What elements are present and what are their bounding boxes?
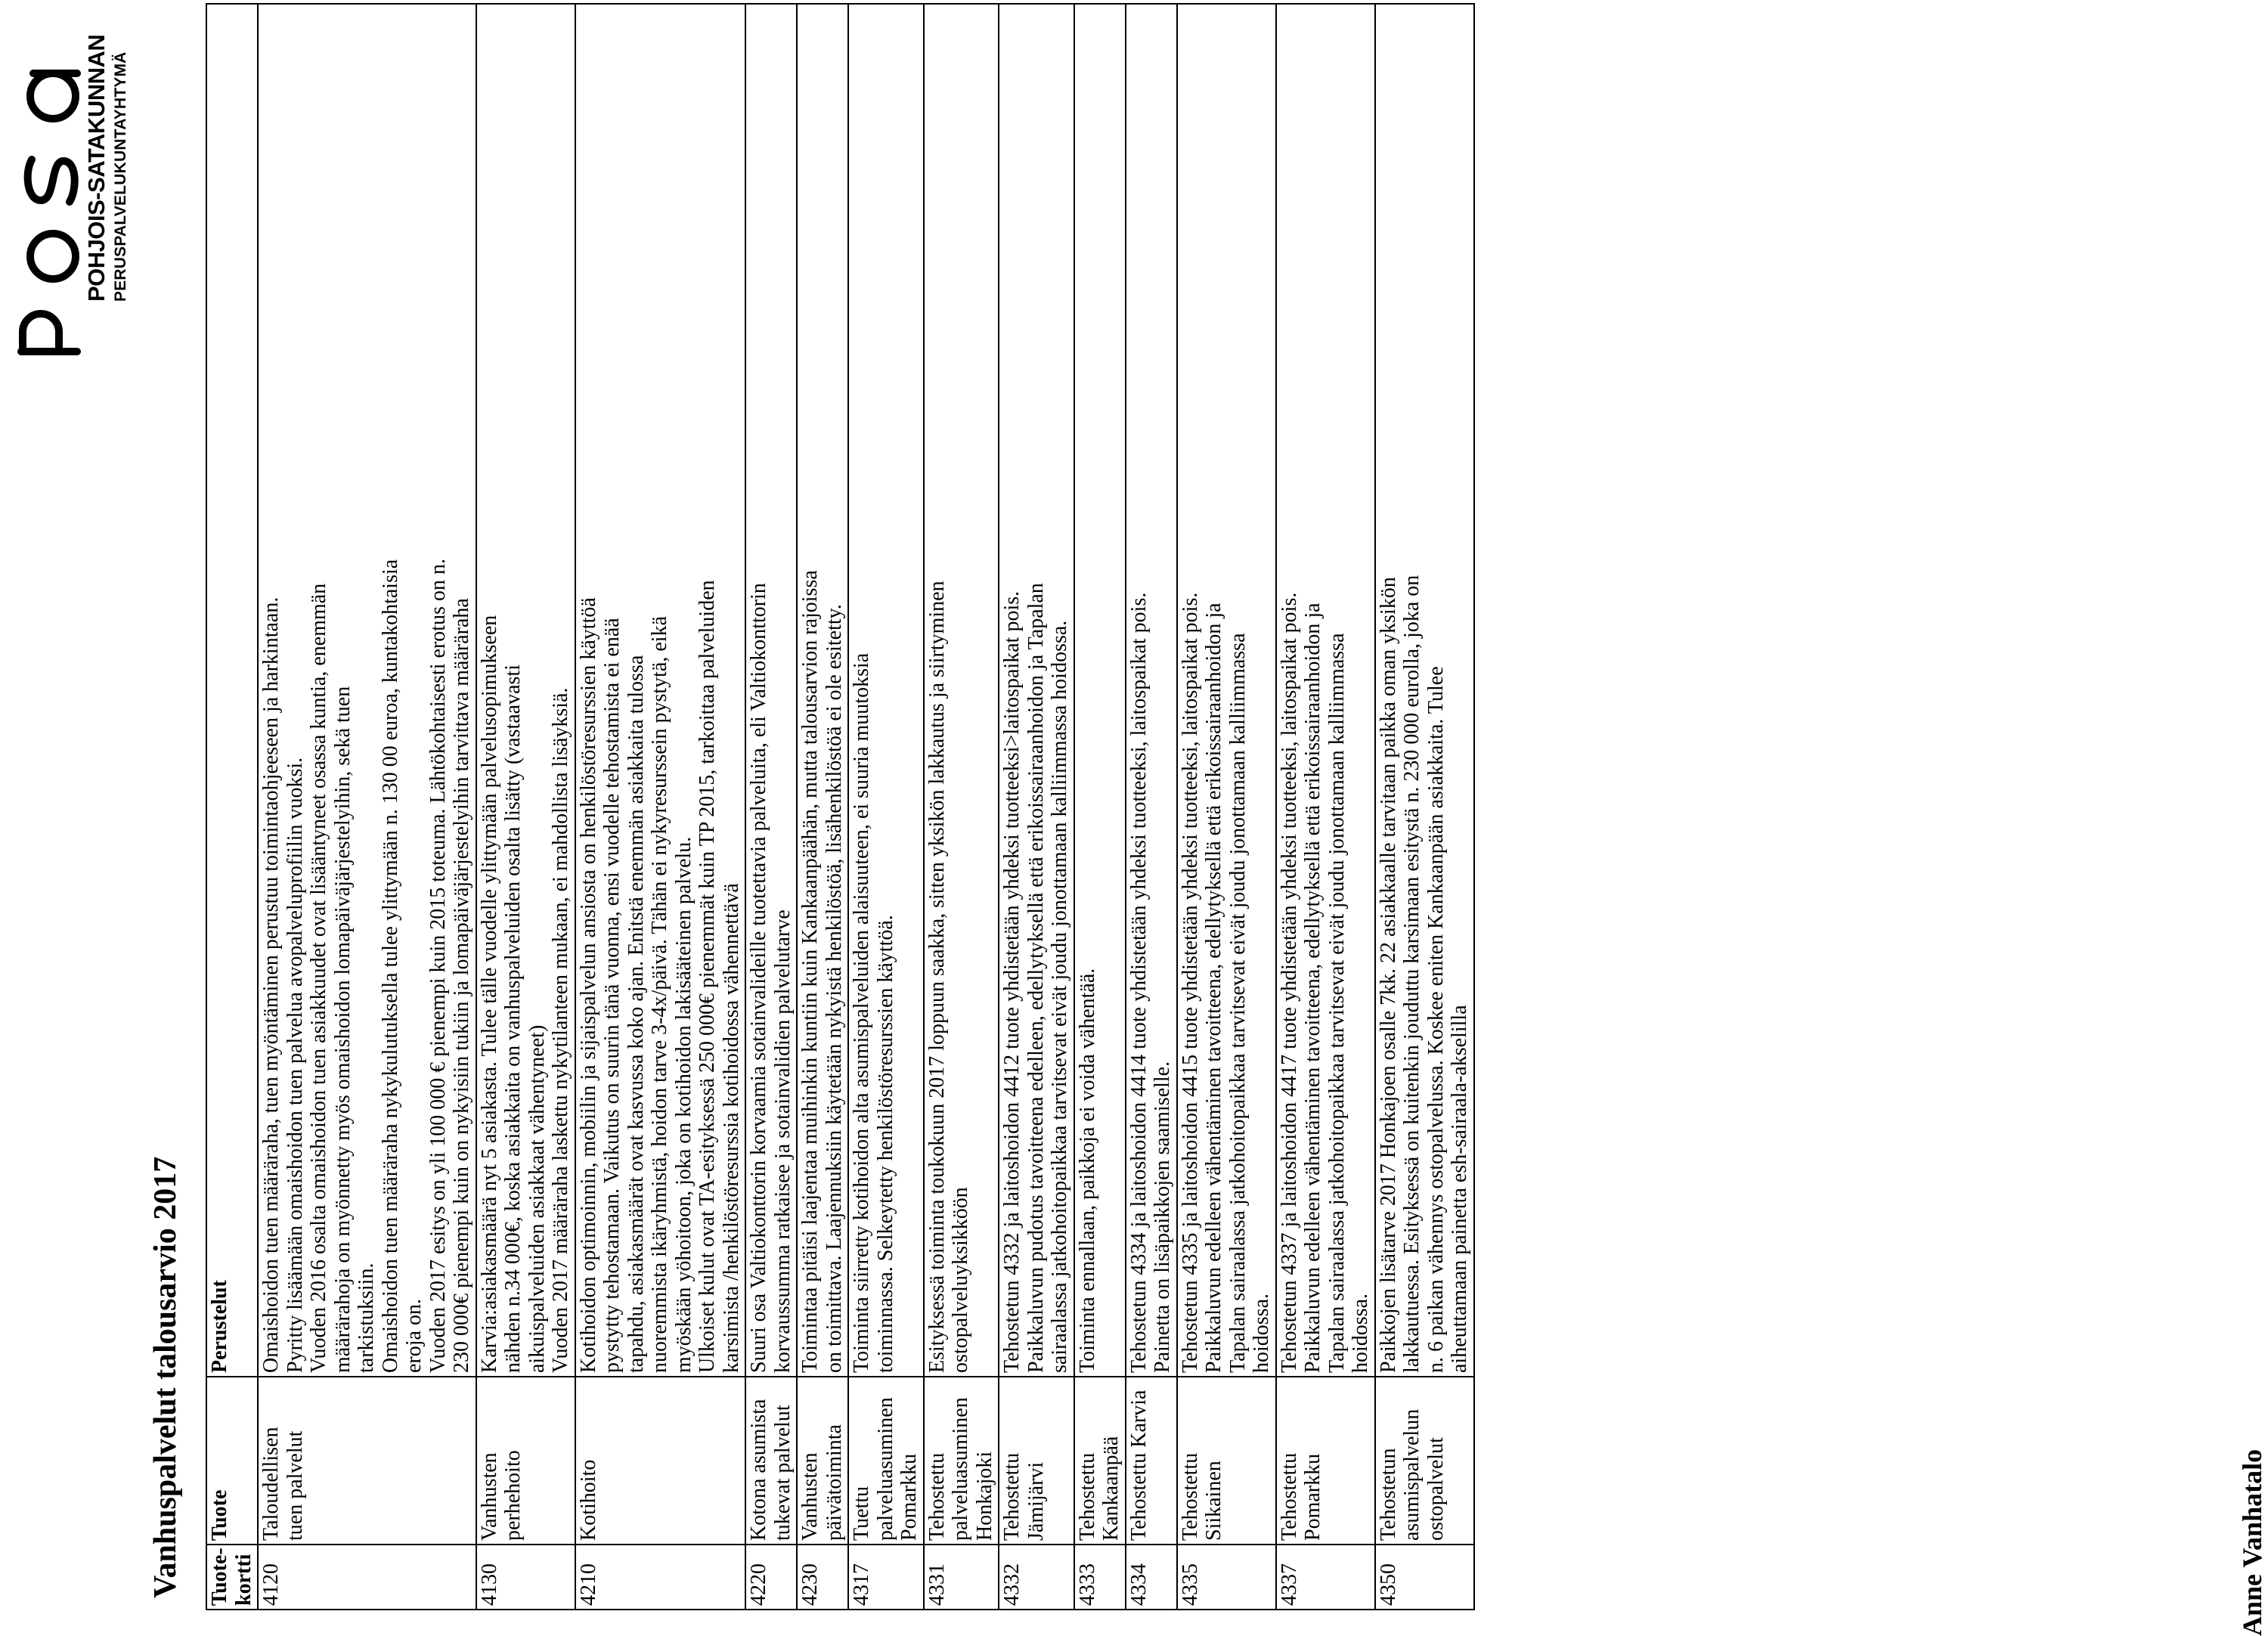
text-line: hoidossa. <box>1349 1294 1372 1373</box>
text-line: aiheuttamaan painetta esh-sairaala-akselilla <box>1448 1005 1471 1373</box>
text-line: Pomarkku <box>1301 1453 1325 1541</box>
text-line: myöskään yöhoitoon, joka on kotihoidon lakisääteinen palvelu. <box>671 836 696 1373</box>
text-line: 230 000€ pienempi kuin on nykyisiin tukiin ja lomapäiväjärjestelyihin tarvittava määräraha <box>450 598 473 1373</box>
text-line: nähden n.34 000€, koska asiakkaita on vanhuspalveluiden osalta lisätty (vastaavasti <box>501 665 525 1373</box>
cell-product <box>1126 1377 1177 1545</box>
text-line: Tehostettu <box>1277 1452 1301 1541</box>
text-line: Pyritty lisäämään omaishoidon tuen palvelua avopalveluprofiilin vuoksi. <box>283 757 307 1373</box>
cell-product-card: 4210 <box>575 1545 746 1610</box>
cell-reasons <box>258 4 476 1377</box>
text-line: tarkistuksiin. <box>355 1263 378 1373</box>
cell-reasons <box>1276 4 1375 1377</box>
text-line: Tuote <box>208 1489 231 1541</box>
text-line: Esityksessä toiminta toukokuun 2017 loppuun saakka, sitten yksikön lakkautus ja siirtyminen <box>925 581 949 1373</box>
text-line: Toimintaa pitäisi laajentaa muihinkin kuntiin kuin Kankaanpäähän, mutta talousarvion rajoissa <box>798 570 822 1373</box>
text-line: Vanhusten <box>798 1452 822 1541</box>
cell-product <box>797 1377 848 1545</box>
cell-product <box>745 1377 797 1545</box>
text-line: sairaalassa jatkohoitopaikkaa tarvitsevat eivät joudu jonottamaan kalliimmassa hoidossa. <box>1048 620 1071 1373</box>
cell-reasons <box>1177 4 1276 1377</box>
text-line: Tapalan sairaalassa jatkohoitopaikkaa tarvitsevat eivät joudu jonottamaan kalliimmassa <box>1325 633 1349 1373</box>
text-line: Siikainen <box>1202 1461 1225 1541</box>
text-line: Tuettu <box>850 1486 873 1541</box>
cell-product <box>1375 1377 1474 1545</box>
text-line: Kotihoidon optimoinnin, mobiilin ja sijaispalvelun ansiosta on henkilöstöresurssien käyttöä <box>576 597 600 1373</box>
cell-product-card: 4317 <box>848 1545 924 1610</box>
text-line: Paikkaluvun pudotus tavoitteena edelleen, edellytyksellä että erikoissairaanhoidon ja Tapalan <box>1024 583 1048 1373</box>
text-line: Pomarkku <box>897 1453 921 1541</box>
text-line: Tehostetun 4335 ja laitoshoidon 4415 tuote yhdistetään yhdeksi tuotteeksi, laitospaikat pois. <box>1178 592 1202 1373</box>
text-line: Ulkoiset kulut ovat TA-esityksessä 250 000€ pienemmät kuin TP 2015, tarkoittaa palveluiden <box>696 580 719 1373</box>
table-row <box>575 4 746 1610</box>
header-product-card <box>206 1545 258 1610</box>
cell-product <box>575 1377 746 1545</box>
text-line: Kotona asumista <box>747 1399 770 1541</box>
text-line: Vanhusten <box>477 1452 501 1541</box>
table-row <box>924 4 999 1610</box>
table-row <box>1074 4 1126 1610</box>
text-line: eroja on. <box>402 1299 426 1373</box>
text-line: Omaishoidon tuen määräraha nykykulutuksella tulee ylittymään n. 130 00 euroa, kuntakohtaisia <box>378 559 402 1373</box>
header-product <box>206 1377 258 1545</box>
cell-reasons <box>924 4 999 1377</box>
text-line: korvaussumma ratkaisee ja sotainvalidien palvelutarve <box>770 909 795 1373</box>
cell-reasons <box>575 4 746 1377</box>
text-line: Tapalan sairaalassa jatkohoitopaikkaa tarvitsevat eivät joudu jonottamaan kalliimmassa <box>1225 633 1250 1373</box>
text-line: Tehostettu <box>1075 1452 1099 1541</box>
table-row <box>797 4 848 1610</box>
text-line: nuoremmista ikäryhmistä, hoidon tarve 3-4x/päivä. Tähän ei nykyresurssein pystytä, eikä <box>648 615 671 1373</box>
cell-product <box>476 1377 575 1545</box>
text-line: Kankaanpää <box>1099 1436 1123 1541</box>
table-row <box>258 4 476 1610</box>
text-line: Vuoden 2017 esitys on yli 100 000 € pienempi kuin 2015 toteuma. Lähtökohtaisesti erotus on n. <box>426 559 450 1373</box>
text-line: Tehostettu <box>1000 1452 1024 1541</box>
cell-reasons <box>1074 4 1126 1377</box>
text-line: tukevat palvelut <box>770 1405 795 1541</box>
text-line: Perustelut <box>208 1280 231 1373</box>
cell-product-card: 4130 <box>476 1545 575 1610</box>
header-reasons <box>206 4 258 1377</box>
document-title: Vanhuspalvelut talousarvio 2017 <box>148 1156 183 1598</box>
text-line: Tehostettu <box>1178 1452 1202 1541</box>
text-line: Honkajoki <box>972 1451 996 1541</box>
text-line: hoidossa. <box>1250 1294 1273 1373</box>
text-line: Tehostettu <box>925 1452 949 1541</box>
text-line: palveluasuminen <box>949 1397 972 1541</box>
posa-wordmark-graphic <box>14 52 82 362</box>
text-line: Vuoden 2016 osalta omaishoidon tuen asiakkuudet ovat lisääntyneet osassa kuntia, enemmän <box>307 583 330 1373</box>
text-line: Kotihoito <box>576 1459 600 1541</box>
text-line: Toiminta siirretty kotihoidon alta asumispalveluiden alaisuuteen, ei suuria muutoksia <box>850 652 873 1373</box>
cell-product-card: 4230 <box>797 1545 848 1610</box>
cell-product-card: 4120 <box>258 1545 476 1610</box>
text-line: karsimista /henkilöstöresurssia kotihoidossa vähennettävä <box>719 883 743 1373</box>
text-line: päivätoiminta <box>822 1424 846 1541</box>
cell-reasons <box>797 4 848 1377</box>
text-line: lakkautuessa. Esityksessä on kuitenkin jouduttu karsimaan esitystä n. 230 000 eurolla, joka on <box>1400 575 1424 1373</box>
cell-product-card: 4331 <box>924 1545 999 1610</box>
text-line: toiminnassa. Selkeytetty henkilöstöresurssien käyttöä. <box>873 915 897 1373</box>
text-line: Tehostetun 4332 ja laitoshoidon 4412 tuote yhdistetään yhdeksi tuotteeksi>laitospaikat pois. <box>1000 590 1024 1373</box>
cell-product-card: 4335 <box>1177 1545 1276 1610</box>
cell-product-card: 4332 <box>999 1545 1074 1610</box>
text-line: Tehostetun <box>1376 1448 1400 1541</box>
cell-product <box>1276 1377 1375 1545</box>
table-row <box>1177 4 1276 1610</box>
cell-product <box>1074 1377 1126 1545</box>
budget-table <box>206 3 1475 1610</box>
text-line: Suuri osa Valtiokonttorin korvaamia sotainvalideille tuotettavia palveluita, eli Valtiokonttorin <box>747 583 770 1373</box>
text-line: aikuispalveluiden asiakkaat vähentyneet) <box>525 1024 549 1373</box>
cell-reasons <box>848 4 924 1377</box>
cell-reasons <box>999 4 1074 1377</box>
table-body <box>258 4 1474 1610</box>
text-line: n. 6 paikan vähennys ostopalvelussa. Koskee eniten Kankaanpään asiakkaita. Tulee <box>1424 666 1448 1373</box>
cell-reasons <box>1375 4 1474 1377</box>
text-line: asumispalvelun <box>1400 1408 1424 1541</box>
text-line: tapahdu, asiakasmäärät ovat kasvussa koko ajan. Enitstä enemmän asiakkaita tulossa <box>624 655 648 1373</box>
author-name: Anne Vanhatalo <box>2237 1449 2267 1636</box>
posa-logo <box>14 29 146 385</box>
table-row <box>848 4 924 1610</box>
text-line: Tehostetun 4337 ja laitoshoidon 4417 tuote yhdistetään yhdeksi tuotteeksi, laitospaikat pois. <box>1277 592 1301 1373</box>
table-row <box>1276 4 1375 1610</box>
cell-product <box>848 1377 924 1545</box>
text-line: pystytty tehostamaan. Vaikutus on suurin tänä vuonna, ensi vuodelle tehostamista ei enää <box>600 618 624 1373</box>
text-line: ostopalveluyksikköön <box>949 1187 972 1373</box>
cell-product <box>924 1377 999 1545</box>
logo-organization-name: POHJOIS-SATAKUNNAN <box>83 34 110 302</box>
text-line: palveluasuminen <box>873 1397 897 1541</box>
text-line: määrärahoja on myönnetty myös omaishoidon lomapäiväjärjestelyihin, sekä tuen <box>330 686 355 1373</box>
text-line: tuen palvelut <box>283 1430 307 1541</box>
text-line: on toimittava. Laajennuksiin käytetään nykyistä henkilöstöä, lisähenkilöstöä ei ole esitetty. <box>822 604 846 1373</box>
cell-product-card: 4220 <box>745 1545 797 1610</box>
cell-product <box>999 1377 1074 1545</box>
text-line: Karvia:asiakasmäärä nyt 5 asiakasta. Tulee tälle vuodelle ylittymään palvelusopimukseen <box>477 615 501 1373</box>
cell-product <box>258 1377 476 1545</box>
text-line: Paikkaluvun edelleen vähentäminen tavoitteena, edellytyksellä että erikoissairaanhoidon ja <box>1202 603 1225 1373</box>
cell-product-card: 4333 <box>1074 1545 1126 1610</box>
cell-reasons <box>1126 4 1177 1377</box>
text-line: Tehostettu Karvia <box>1126 1390 1151 1541</box>
cell-reasons <box>476 4 575 1377</box>
text-line: Vuoden 2017 määräraha laskettu nykytilanteen mukaan, ei mahdollista lisäyksiä. <box>549 687 572 1373</box>
text-line: kortti <box>231 1554 256 1606</box>
table-row <box>745 4 797 1610</box>
table-header-row <box>206 4 258 1610</box>
text-line: Toiminta ennallaan, paikkoja ei voida vähentää. <box>1075 968 1099 1373</box>
table-row <box>1375 4 1474 1610</box>
text-line: Tehostetun 4334 ja laitoshoidon 4414 tuote yhdistetään yhdeksi tuotteeksi, laitospaikat pois. <box>1126 592 1151 1373</box>
text-line: perhehoito <box>501 1450 525 1541</box>
table-row <box>476 4 575 1610</box>
table-row <box>999 4 1074 1610</box>
text-line: Omaishoidon tuen määräraha, tuen myöntäminen perustuu toimintaohjeeseen ja harkintaan. <box>259 596 283 1373</box>
cell-product-card: 4350 <box>1375 1545 1474 1610</box>
text-line: Jämijärvi <box>1024 1461 1048 1541</box>
text-line: Paikkojen lisätarve 2017 Honkajoen osalle 7kk. 22 asiakkaalle tarvitaan paikka oman yksikön <box>1376 577 1400 1373</box>
table-row <box>1126 4 1177 1610</box>
cell-product-card: 4334 <box>1126 1545 1177 1610</box>
cell-reasons <box>745 4 797 1377</box>
text-line: ostopalvelut <box>1424 1437 1448 1541</box>
text-line: Painetta on lisäpaikkojen saamiselle. <box>1151 1061 1174 1373</box>
text-line: Paikkaluvun edelleen vähentäminen tavoitteena, edellytyksellä että erikoissairaanhoidon ja <box>1301 603 1325 1373</box>
text-line: Taloudellisen <box>259 1427 283 1541</box>
logo-organization-subtitle: PERUSPALVELUKUNTAYHTYMÄ <box>112 51 129 302</box>
cell-product <box>1177 1377 1276 1545</box>
cell-product-card: 4337 <box>1276 1545 1375 1610</box>
text-line: Tuote- <box>208 1548 231 1606</box>
